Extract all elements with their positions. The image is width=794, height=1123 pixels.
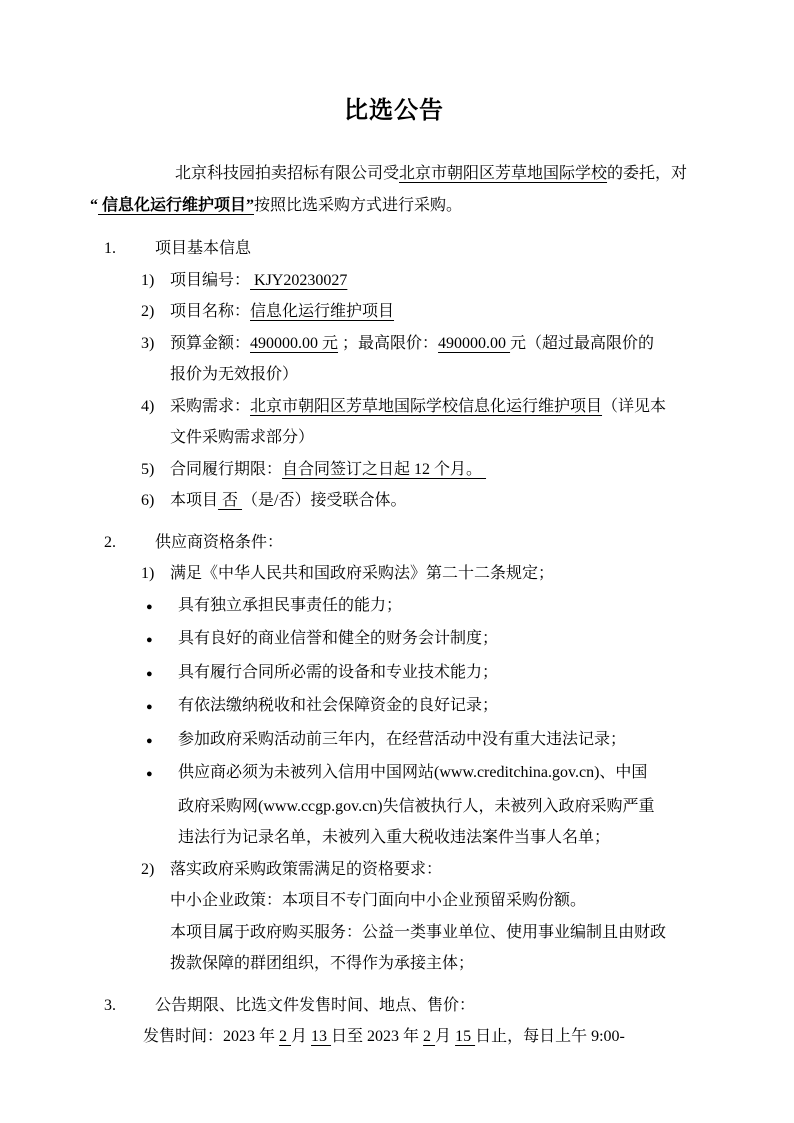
item-procurement-demand [90,391,698,423]
section-number: 1. [104,240,116,257]
item-project-number [90,265,698,297]
bullet-text: 具有良好的商业信誉和健全的财务会计制度； [178,630,499,647]
budget-value: 490000.00 元 [250,334,339,352]
item-number: 1) [141,271,155,289]
intro-text: 的委托，对 [607,165,688,182]
consortium-answer-value: 否 [218,492,243,509]
item-text: 本项目 [170,492,219,509]
open-quote: “ [90,196,98,214]
item-number: 1) [141,565,155,582]
sale-time-line [143,1021,698,1053]
government-purchase-line-1: 本项目属于政府购买服务：公益一类事业单位、使用事业编制且由财政 [170,923,667,941]
item-number: 6) [141,492,155,509]
contract-term-value: 自合同签订之日起 12 个月。 [282,460,487,478]
section-2-heading [90,527,698,559]
section-title: 公告期限、比选文件发售时间、地点、售价： [155,996,476,1014]
item-number: 4) [141,397,155,415]
item-text: （是/否）接受联合体。 [242,492,407,509]
item-project-name [90,296,698,328]
government-purchase-line-2: 拨款保障的群团组织，不得作为承接主体； [170,955,475,972]
sale-time-text: 月 [291,1028,312,1045]
item-demand-continuation: 文件采购需求部分） [170,429,315,446]
item-budget [90,328,698,360]
intro-paragraph-line-2 [90,190,698,222]
sale-time-text: 月 [435,1028,456,1045]
bullet-credit-china-continuation-2: 违法行为记录名单，未被列入重大税收违法案件当事人名单； [178,829,611,846]
project-code-value: KJY20230027 [250,271,348,289]
bullet-icon: ● [146,667,153,680]
item-label: 预算金额： [170,334,251,352]
max-price-value: 490000.00 [438,334,511,352]
item-label: 项目名称： [170,303,251,320]
bullet-item-commercial-reputation [90,623,698,657]
sme-policy-line: 中小企业政策：本项目不专门面向中小企业预留采购份额。 [170,892,587,909]
item-number: 2) [141,860,155,878]
end-day-value: 15 [455,1028,476,1045]
intro-text: 北京科技园拍卖招标有限公司受 [175,165,400,182]
bullet-text: 供应商必须为未被列入信用中国网站(www.creditchina.gov.cn)、中国 [178,764,648,781]
item-contract-term [90,454,698,486]
bullet-text: 具有独立承担民事责任的能力； [178,596,403,614]
intro-paragraph-line-1 [175,158,698,190]
item-budget-continuation: 报价为无效报价） [170,366,299,383]
item-label: 项目编号： [170,271,251,289]
section-title: 供应商资格条件： [155,533,284,551]
bullet-item-equipment-capability [90,657,698,691]
item-text: 元（超过最高限价的 [510,334,655,352]
item-number: 3) [141,334,155,352]
bullet-icon: ● [146,600,153,613]
section-1-heading [90,233,698,265]
bullet-icon: ● [146,701,153,713]
bullet-text: 有依法缴纳税收和社会保障资金的良好记录； [178,697,499,714]
sale-time-text: 日止，每日上午 9:00- [475,1028,625,1045]
item-label: 合同履行期限： [170,460,283,478]
bullet-icon: ● [146,734,153,747]
item-policy-requirement [90,854,698,886]
sale-time-text: 日至 2023 年 [331,1028,424,1045]
client-name-underlined: 北京市朝阳区芳草地国际学校 [399,165,608,182]
bullet-item-civil-liability [90,590,698,624]
bullet-icon: ● [146,634,153,646]
bullet-text: 参加政府采购活动前三年内，在经营活动中没有重大违法记录； [178,730,627,748]
item-text: 落实政府采购政策需满足的资格要求： [170,860,443,878]
bullet-text: 具有履行合同所必需的设备和专业技术能力； [178,663,499,681]
item-label: 采购需求： [170,397,251,415]
bullet-credit-china-continuation-1: 政府采购网(www.ccgp.gov.cn)失信被执行人，未被列入政府采购严重 [178,797,655,815]
section-number: 3. [104,996,116,1014]
item-number: 2) [141,303,155,320]
bullet-item-no-violations [90,724,698,758]
section-title: 项目基本信息 [155,240,252,257]
item-text: 满足《中华人民共和国政府采购法》第二十二条规定； [170,565,555,582]
item-number: 5) [141,460,155,478]
item-text: （详见本 [602,397,667,415]
bullet-item-credit-china [90,757,698,791]
section-3-heading [90,990,698,1022]
start-day-value: 13 [311,1028,332,1045]
end-month-value: 2 [423,1028,436,1045]
project-name-underlined: 信息化运行维护项目” [98,196,255,214]
item-text: ；最高限价： [338,334,439,352]
demand-value: 北京市朝阳区芳草地国际学校信息化运行维护项目 [250,397,603,415]
intro-text: 按照比选采购方式进行采购。 [254,196,463,214]
bullet-icon: ● [146,768,153,780]
section-number: 2. [104,533,116,551]
project-name-value: 信息化运行维护项目 [250,303,395,320]
bullet-item-tax-record [90,690,698,724]
sale-time-text: 发售时间：2023 年 [143,1028,280,1045]
start-month-value: 2 [279,1028,292,1045]
item-law-requirement [90,558,698,590]
item-consortium [90,485,698,517]
document-title: 比选公告 [344,98,444,124]
